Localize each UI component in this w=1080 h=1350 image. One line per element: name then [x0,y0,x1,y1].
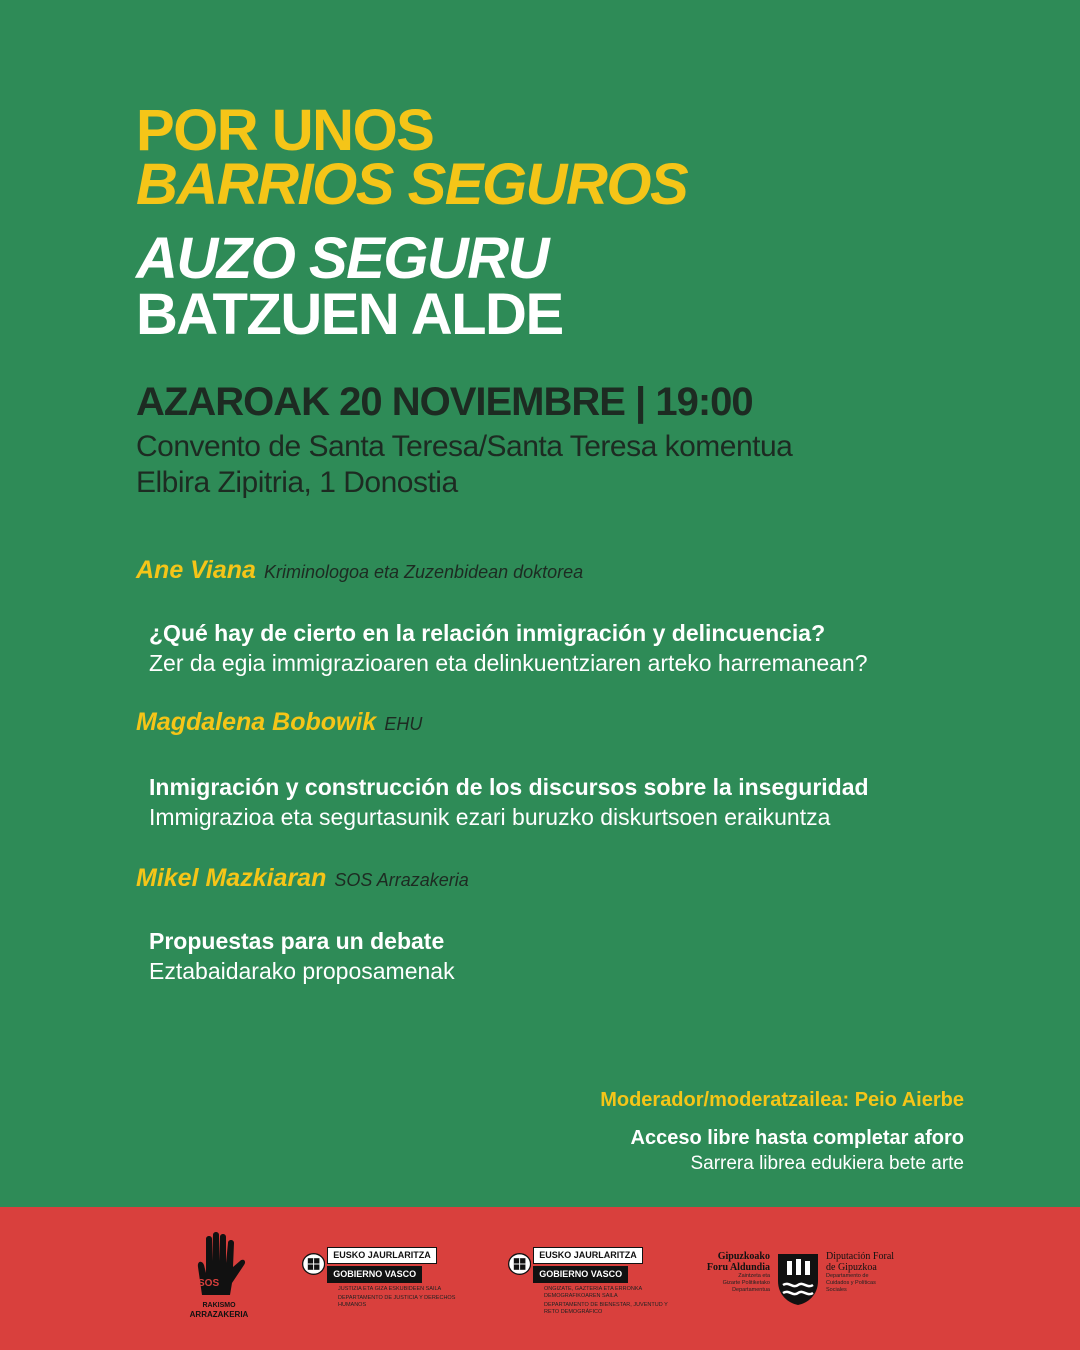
dip-name-1: Diputación Foral [826,1251,895,1262]
access-es: Acceso libre hasta completar aforo [630,1127,964,1149]
gv-name-es: GOBIERNO VASCO [533,1266,628,1283]
title-eu-line2: BATZUEN ALDE [136,282,563,347]
venue-line1: Convento de Santa Teresa/Santa Teresa komentua [136,430,793,463]
talk-1 [149,618,868,678]
gv-dept-es: DEPARTAMENTO DE JUSTICIA Y DERECHOS HUMANOS [338,1295,456,1308]
gip-sub-3: Departamentua [732,1287,770,1293]
speaker-2 [136,708,422,737]
dip-sub-3: Sociales [826,1287,847,1293]
speaker-3 [136,864,469,893]
talk-title-es: Propuestas para un debate [149,928,445,954]
sos-label: SOS [198,1278,220,1289]
dip-sub-1: Departamento de [826,1273,869,1279]
title-eu-line1: AUZO SEGURU [136,226,549,291]
speaker-name: Mikel Mazkiaran [136,864,327,892]
gv-name-eu: EUSKO JAURLARITZA [327,1247,437,1264]
venue-line2: Elbira Zipitria, 1 Donostia [136,466,458,499]
event-date-time: AZAROAK 20 NOVIEMBRE | 19:00 [136,380,753,424]
talk-2 [149,772,869,832]
sos-label-3: ARRAZAKERIA [189,1310,249,1319]
gv-badge [302,1245,462,1283]
talk-title-es: ¿Qué hay de cierto en la relación inmigración y delincuencia? [149,620,826,646]
dip-sub-2: Cuidados y Políticas [826,1280,876,1286]
speaker-1 [136,556,583,585]
access-eu: Sarrera librea edukiera bete arte [690,1153,964,1174]
gipuzkoa-logo [690,1251,910,1307]
gv-dept-eu: JUSTIZIA ETA GIZA ESKUBIDEEN SAILA [338,1286,442,1292]
coat-of-arms-icon [302,1247,325,1281]
talk-title-eu: Eztabaidarako proposamenak [149,958,455,984]
gipuzkoa-left-text [690,1251,770,1294]
speaker-role: SOS Arrazakeria [334,870,469,890]
title-es-line1: POR UNOS [136,98,434,163]
talk-title-es: Inmigración y construcción de los discursos sobre la inseguridad [149,774,869,800]
gv-dept-eu: ONGIZATE, GAZTERIA ETA ERRONKA DEMOGRAFIKOAREN SAILA [544,1286,642,1299]
talk-3 [149,926,455,986]
speaker-name: Ane Viana [136,556,256,584]
speaker-name: Magdalena Bobowik [136,708,377,736]
title-es-line2: BARRIOS SEGUROS [136,152,688,217]
sos-racismo-logo [188,1231,250,1319]
gip-name-2: Foru Aldundia [706,1262,770,1273]
gip-sub-1: Zaintzeta eta [738,1273,770,1279]
speaker-role: Kriminologoa eta Zuzenbidean doktorea [263,562,584,582]
gobierno-vasco-welfare-logo [508,1245,668,1316]
gv-dept-es: DEPARTAMENTO DE BIENESTAR, JUVENTUD Y RETO DEMOGRÁFICO [544,1302,668,1315]
gip-sub-2: Gizarte Politiketako [722,1280,770,1286]
dip-name-2: de Gipuzkoa [826,1262,877,1273]
talk-title-eu: Immigrazioa eta segurtasunik ezari buruzko diskurtsoen eraikuntza [149,804,831,830]
speaker-role: EHU [384,714,423,734]
gv-name-eu: EUSKO JAURLARITZA [533,1247,643,1264]
moderator: Moderador/moderatzailea: Peio Aierbe [600,1089,964,1111]
gip-name-1: Gipuzkoako [717,1251,770,1262]
talk-title-eu: Zer da egia immigrazioaren eta delinkuentziaren arteko harremanean? [149,650,868,676]
gv-badge [508,1245,668,1283]
gobierno-vasco-justice-logo [302,1245,462,1309]
gv-name-es: GOBIERNO VASCO [327,1266,422,1283]
sos-label-2: RAKISMO [202,1302,236,1309]
coat-of-arms-icon [508,1247,531,1281]
gipuzkoa-right-text [826,1251,906,1294]
gipuzkoa-shield-icon [775,1251,821,1307]
sponsor-footer [0,1207,1080,1350]
